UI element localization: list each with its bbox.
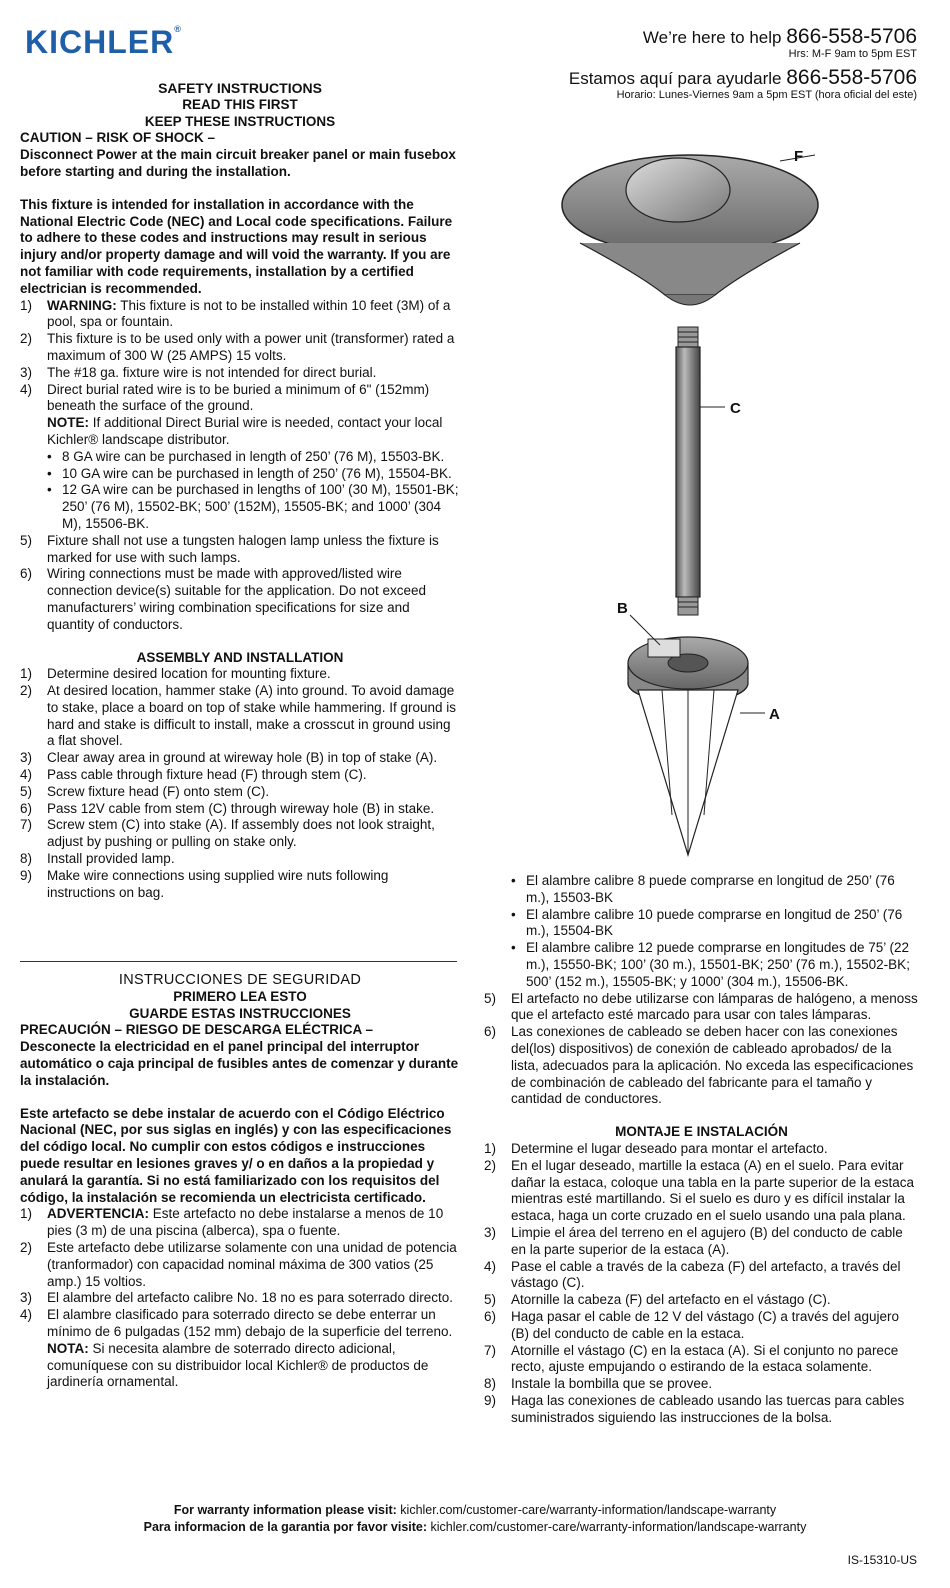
label-b: B [617,600,628,617]
english-safety-section [20,80,460,901]
fixture-head-f [562,155,818,305]
es-caution-heading: PRECAUCIÓN – RIESGO DE DESCARGA ELÉCTRICA – [20,1022,374,1038]
warranty-link-en[interactable]: kichler.com/customer-care/warranty-information/landscape-warranty [400,1503,777,1517]
note: NOTA: Si necesita alambre de soterrado directo adicional, comuníquese con su distribuidor local Kichler® de productos de jardinería ornamental. [47,1340,429,1390]
help-line-es: Estamos aquí para ayudarle 866-558-5706 [568,66,917,89]
assembly-step: 6) Haga pasar el cable de 12 V del vástago (C) a través del agujero (B) del conducto de cable en la estaca. [484,1308,899,1341]
es-caution-text: Desconecte la electricidad en el panel principal del interruptor automático o caja principal de fusibles antes de comenzar y durante la instalación. [20,1039,459,1088]
label-c: C [730,400,741,417]
assembly-step: 5) Atornille la cabeza (F) del artefacto en el vástago (C). [484,1292,831,1308]
bullet-item: • 10 GA wire can be purchased in length of 250’ (76 M), 15504-BK. [47,465,452,481]
bullet-item: • El alambre calibre 12 puede comprarse en longitudes de 75’ (22 m.), 15550-BK; 100’ (30 m.), 15501-BK; 250’ (76 m.), 15502-BK; 500’ (152 m.), 15505-BK; y 1000’ (304 m.), 15506-BK. [511,940,910,989]
phone-en[interactable]: 866-558-5706 [786,25,917,48]
warranty-footer [0,1502,950,1536]
spanish-continued-section [484,873,919,1427]
caution-heading: CAUTION – RISK OF SHOCK – [20,130,216,146]
stem-c [676,327,700,615]
es-keep-heading: GUARDE ESTAS INSTRUCCIONES [129,1005,351,1021]
stake-a [638,690,738,855]
list-item: 4) Direct burial rated wire is to be buried a minimum of 6" (152mm) beneath the surface of the ground. [20,381,430,414]
assembly-step: 2) At desired location, hammer stake (A) into ground. To avoid damage to stake, place a board on top of stake while hammering. If ground is hard and stake is difficult to install, make a crosscut in ground using a flat shovel. [20,683,456,749]
assembly-step: 9) Make wire connections using supplied wire nuts following instructions on bag. [20,867,389,900]
leader-line-b [630,615,660,645]
list-item: 6) Las conexiones de cableado se deben hacer con las conexiones del(los) dispositivos) de conexión de cableado aprobados/ de la lista, adecuados para la aplicación. No exceda las especificaciones de combinación de cableado del fabricante para el tamaño y cantidad de conductores. [484,1024,914,1107]
list-item: 3) El alambre del artefacto calibre No. 18 no es para soterrado directo. [20,1290,453,1306]
es-read-first-heading: PRIMERO LEA ESTO [173,988,307,1004]
es-intro-paragraph: Este artefacto se debe instalar de acuerdo con el Código Eléctrico Nacional (NEC, por sus siglas en inglés) y con las especificaciones del código local. No cumplir con estos códigos e instrucciones puede resultar en lesiones graves y/ o en daños a la propiedad y anulará la garantía. Si no está familiarizado con los requisitos del código, la instalación se recomienda un electricista certificado. [20,1105,452,1205]
assembly-step: 8) Install provided lamp. [20,851,175,867]
assembly-step: 9) Haga las conexiones de cableado usando las tuercas para cables suministrados siguiendo las instrucciones de la bolsa. [484,1392,905,1425]
label-a: A [769,706,780,723]
document-id: IS-15310-US [847,1553,917,1567]
caution-text: Disconnect Power at the main circuit breaker panel or main fusebox before starting and during the installation. [20,147,456,179]
kichler-logo: KICHLER® [25,24,181,60]
assembly-step: 5) Screw fixture head (F) onto stem (C). [20,783,270,799]
assembly-step: 8) Instale la bombilla que se provee. [484,1376,713,1392]
hours-en: Hrs: M-F 9am to 5pm EST [788,48,917,60]
bullet-item: • El alambre calibre 10 puede comprarse en longitud de 250’ (76 m.), 15504-BK [511,906,903,939]
warranty-line-es: Para informacion de la garantia por favor visite: kichler.com/customer-care/warranty-information/landscape-warranty [143,1520,807,1534]
warranty-link-es[interactable]: kichler.com/customer-care/warranty-information/landscape-warranty [430,1520,807,1534]
assembly-title: ASSEMBLY AND INSTALLATION [136,649,344,665]
list-item: 1) ADVERTENCIA: Este artefacto no debe instalarse a menos de 10 pies (3 m) de una piscina (alberca), spa o fuente. [20,1206,444,1239]
safety-title: SAFETY INSTRUCTIONS [158,80,322,96]
es-assembly-title: MONTAJE E INSTALACIÓN [615,1124,788,1140]
fixture-diagram [520,135,850,875]
assembly-step: 1) Determine desired location for mounting fixture. [20,666,331,682]
list-item: 5) El artefacto no debe utilizarse con lámparas de halógeno, a menoss que el artefacto esté marcado para usar con tales lámparas. [484,990,918,1023]
assembly-step: 3) Clear away area in ground at wireway hole (B) in top of stake (A). [20,750,438,766]
list-item: 5) Fixture shall not use a tungsten halogen lamp unless the fixture is marked for use with such lamps. [20,532,439,565]
assembly-step: 4) Pass cable through fixture head (F) through stem (C). [20,767,367,783]
intro-paragraph: This fixture is intended for installation in accordance with the National Electric Code (NEC) and Local code specifications. Failure to adhere to these codes and instructions may result in serious injury and/or property damage and will void the warranty. If you are not familiar with code requirements, installation by a certified electrician is recommended. [20,196,453,296]
list-item: 6) Wiring connections must be made with approved/listed wire connection device(s) suitable for the application. Do not exceed manufacturers’ wiring combination specifications for size and quantity of conductors. [20,566,426,632]
bullet-item: • El alambre calibre 8 puede comprarse en longitud de 250’ (76 m.), 15503-BK [511,873,895,905]
hours-es: Horario: Lunes-Viernes 9am a 5pm EST (hora oficial del este) [616,89,917,101]
note: NOTE: If additional Direct Burial wire is needed, contact your local Kichler® landscape distributor. [47,415,443,447]
assembly-step: 4) Pase el cable a través de la cabeza (F) del artefacto, a través del vástago (C). [484,1258,901,1291]
list-item: 3) The #18 ga. fixture wire is not intended for direct burial. [20,364,377,380]
assembly-step: 7) Screw stem (C) into stake (A). If assembly does not look straight, adjust by pushing or pulling on stake only. [20,817,435,850]
list-item: 2) This fixture is to be used only with a power unit (transformer) rated a maximum of 300 W (25 AMPS) 15 volts. [20,331,455,363]
assembly-step: 6) Pass 12V cable from stem (C) through wireway hole (B) in stake. [20,800,435,816]
help-line-en: We’re here to help 866-558-5706 [642,25,917,48]
keep-instructions-heading: KEEP THESE INSTRUCTIONS [144,113,336,129]
assembly-step: 7) Atornille el vástago (C) en la estaca (A). Si el conjunto no parece recto, ajuste empujando o estirando de la estaca solamente. [484,1342,899,1375]
phone-es[interactable]: 866-558-5706 [786,66,917,89]
contact-block [569,26,917,108]
bullet-item: • 8 GA wire can be purchased in length of 250’ (76 M), 15503-BK. [47,448,445,464]
list-item: 1) WARNING: This fixture is not to be installed within 10 feet (3M) of a pool, spa or fountain. [20,297,451,330]
es-safety-title: INSTRUCCIONES DE SEGURIDAD [118,972,362,988]
list-item: 2) Este artefacto debe utilizarse solamente con una unidad de potencia (tranformador) con capacidad nominal máxima de 300 vatios (25 amp.) 15 voltios. [20,1239,457,1289]
warranty-line-en: For warranty information please visit: kichler.com/customer-care/warranty-information/landscape-warranty [173,1503,777,1517]
section-divider [20,961,457,962]
assembly-step: 3) Limpie el área del terreno en el agujero (B) del conducto de cable en la parte superior de la estaca (A). [484,1224,903,1257]
list-item: 4) El alambre clasificado para soterrado directo se debe enterrar un mínimo de 6 pulgadas (152 mm) debajo de la superficie del terreno. [20,1307,453,1339]
assembly-step: 1) Determine el lugar deseado para montar el artefacto. [484,1140,828,1156]
assembly-step: 2) En el lugar deseado, martille la estaca (A) en el suelo. Para evitar dañar la estaca, coloque una tabla en la parte superior de la estaca mientras esté martillando. Si el suelo es duro y es difícil instalar la estaca, haga un corte cruzado en el suelo usando una pala plana. [484,1157,915,1224]
spanish-safety-section [20,972,460,1391]
bullet-item: • 12 GA wire can be purchased in lengths of 100’ (30 M), 15501-BK; 250’ (76 M), 15502-BK; 500’ (152M), 15505-BK; and 1000’ (304 M), 15506-BK. [47,482,459,531]
label-f: F [794,148,804,165]
read-first-heading: READ THIS FIRST [182,96,298,112]
